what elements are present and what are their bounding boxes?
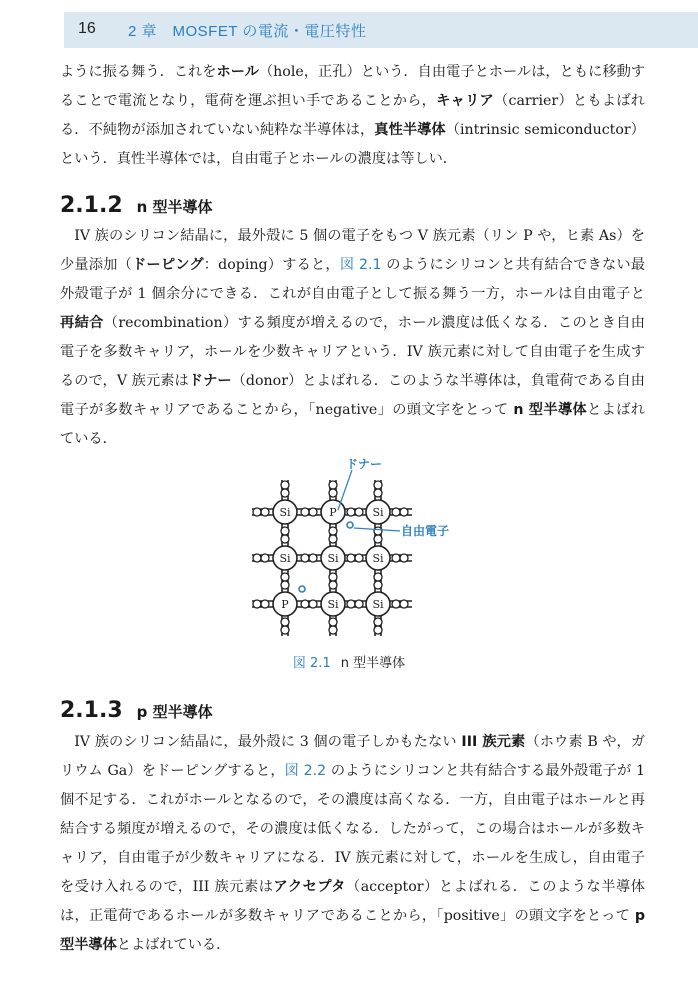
bond-electron xyxy=(347,508,355,516)
donor-label: ドナー xyxy=(346,458,383,471)
bond-electron xyxy=(309,508,317,516)
atom-symbol: Si xyxy=(279,552,291,565)
figure-caption-title: n 型半導体 xyxy=(340,656,406,671)
phosphorus-atom xyxy=(273,592,297,616)
bond-electron xyxy=(281,573,289,581)
bold-term: ドナー xyxy=(188,373,232,389)
atom-symbol: Si xyxy=(327,598,339,611)
atom-symbol: Si xyxy=(327,552,339,565)
text-run: （acceptor）とよばれる．このような半導体は，正電荷であるホールが多数キャリアであることから，「positive」の頭文字をとって xyxy=(60,879,645,924)
bond-electron xyxy=(253,554,261,562)
bold-term: p 型半導体 xyxy=(60,908,645,953)
silicon-atom xyxy=(273,500,297,524)
silicon-atom xyxy=(321,592,345,616)
atom-symbol: P xyxy=(329,506,337,519)
figure-caption xyxy=(0,652,698,671)
bond-electron xyxy=(301,600,309,608)
text-run: （donor）とよばれる．このような半導体は，負電荷である自由電子が多数キャリアであることから，「negative」の頭文字をとって xyxy=(60,373,645,418)
figure-reference: 図 2.1 xyxy=(339,257,382,273)
bond-electron xyxy=(374,481,382,489)
atom-symbol: P xyxy=(281,598,289,611)
silicon-atom xyxy=(366,546,390,570)
donor-leader-line xyxy=(338,470,352,510)
text-run: のようにシリコンと共有結合できない最外殻電子が 1 個余分にできる．これが自由電子として振る舞う一方，ホールは自由電子と xyxy=(60,257,646,302)
bold-term: アクセプタ xyxy=(273,879,346,895)
bold-term: 真性半導体 xyxy=(374,122,446,138)
text-run: （intrinsic semiconductor）という．真性半導体では，自由電子とホールの濃度は等しい． xyxy=(60,122,645,167)
figure-caption-number: 図 2.1 xyxy=(292,656,331,671)
bond-electron xyxy=(281,626,289,634)
bond-electron xyxy=(374,489,382,497)
bond-electron xyxy=(355,600,363,608)
bond-electron xyxy=(347,600,355,608)
section-heading-n-type xyxy=(60,193,213,218)
bond-electron xyxy=(281,618,289,626)
free-electron-marker xyxy=(299,586,305,592)
text-run: とよばれている． xyxy=(60,402,645,447)
atom-symbol: Si xyxy=(372,598,384,611)
bold-term: 再結合 xyxy=(60,315,104,331)
paragraph-p-type xyxy=(60,728,645,960)
bond-electron xyxy=(329,626,337,634)
free-electron-label: 自由電子 xyxy=(401,524,450,538)
bond-electron xyxy=(281,489,289,497)
bond-electron xyxy=(309,554,317,562)
bond-electron xyxy=(355,508,363,516)
bond-electron xyxy=(281,581,289,589)
text-run: IV 族のシリコン結晶に，最外殻に 5 個の電子をもつ V 族元素（リン P や，ヒ素 As）を少量添加（ xyxy=(60,228,645,273)
section-number: 2.1.2 xyxy=(60,193,123,218)
bond-electron xyxy=(329,527,337,535)
phosphorus-atom xyxy=(321,500,345,524)
bond-electron xyxy=(261,600,269,608)
text-run: （carrier）ともよばれる．不純物が添加されていない純粋な半導体は， xyxy=(60,93,645,138)
bond-electron xyxy=(261,508,269,516)
bond-electron xyxy=(374,573,382,581)
bond-electron xyxy=(253,600,261,608)
bond-electron xyxy=(374,618,382,626)
text-run: ：doping）すると， xyxy=(203,257,340,273)
bond-electron xyxy=(400,600,408,608)
text-run: （hole，正孔）という．自由電子とホールは，ともに移動することで電流となり，電荷を運ぶ担い手であることから， xyxy=(60,64,645,109)
bold-term: キャリア xyxy=(436,93,495,109)
text-run: ように振る舞う．これを xyxy=(60,64,217,80)
bond-electron xyxy=(253,508,261,516)
bond-electron xyxy=(329,581,337,589)
bold-term: n 型半導体 xyxy=(513,402,588,418)
bond-electron xyxy=(400,508,408,516)
bond-electron xyxy=(329,535,337,543)
text-run: （ホウ素 B や，ガリウム Ga）をドーピングすると， xyxy=(60,734,646,779)
silicon-atom xyxy=(366,592,390,616)
paragraph-intro xyxy=(60,58,645,174)
bond-electron xyxy=(329,481,337,489)
atom-symbol: Si xyxy=(279,506,291,519)
free-electron-marker xyxy=(347,522,353,528)
silicon-atom xyxy=(321,546,345,570)
bond-electron xyxy=(329,489,337,497)
paragraph-n-type xyxy=(60,222,645,454)
bond-electron xyxy=(309,600,317,608)
bold-term: ホール xyxy=(216,64,259,80)
bond-electron xyxy=(281,527,289,535)
bond-electron xyxy=(347,554,355,562)
text-run: のようにシリコンと共有結合する最外殻電子が 1 個不足する．これがホールとなるので，その濃度は高くなる．一方，自由電子はホールと再結合する頻度が増えるので，その濃度は低くなる．したがって，この場合はホールが多数キャリア，自由電子が少数キャリアになる．IV 族元素に対して，ホールを生成し，自由電子を受け入れるので，III 族元素は xyxy=(60,763,645,895)
silicon-atom xyxy=(273,546,297,570)
silicon-atom xyxy=(366,500,390,524)
bond-electron xyxy=(281,535,289,543)
bond-electron xyxy=(374,527,382,535)
bond-electron xyxy=(355,554,363,562)
bond-electron xyxy=(392,554,400,562)
bond-electron xyxy=(281,481,289,489)
bond-electron xyxy=(301,508,309,516)
bond-electron xyxy=(374,626,382,634)
text-run: とよばれている． xyxy=(116,937,231,953)
bond-electron xyxy=(329,618,337,626)
bond-electron xyxy=(261,554,269,562)
text-run: （recombination）する頻度が増えるので，ホール濃度は低くなる．このとき自由電子を多数キャリア，ホールを少数キャリアという．IV 族元素に対して自由電子を生成するので，V 族元素は xyxy=(60,315,645,389)
bond-electron xyxy=(374,535,382,543)
bond-electron xyxy=(301,554,309,562)
text-run: IV 族のシリコン結晶に，最外殻に 3 個の電子しかもたない xyxy=(74,734,462,750)
bold-term: III 族元素 xyxy=(461,734,526,750)
atom-symbol: Si xyxy=(372,506,384,519)
chapter-title: 2 章 MOSFET の電流・電圧特性 xyxy=(128,23,367,40)
section-heading-p-type xyxy=(60,698,213,723)
figure-reference: 図 2.2 xyxy=(284,763,327,779)
page-number: 16 xyxy=(78,20,96,37)
section-number: 2.1.3 xyxy=(60,698,123,723)
bond-electron xyxy=(374,581,382,589)
section-title: n 型半導体 xyxy=(136,198,213,216)
bond-electron xyxy=(329,573,337,581)
section-title: p 型半導体 xyxy=(136,703,213,721)
bond-electron xyxy=(392,508,400,516)
atom-symbol: Si xyxy=(372,552,384,565)
bond-electron xyxy=(400,554,408,562)
figure-n-type-lattice xyxy=(240,458,460,643)
bond-electron xyxy=(392,600,400,608)
bold-term: ドーピング xyxy=(132,257,204,273)
